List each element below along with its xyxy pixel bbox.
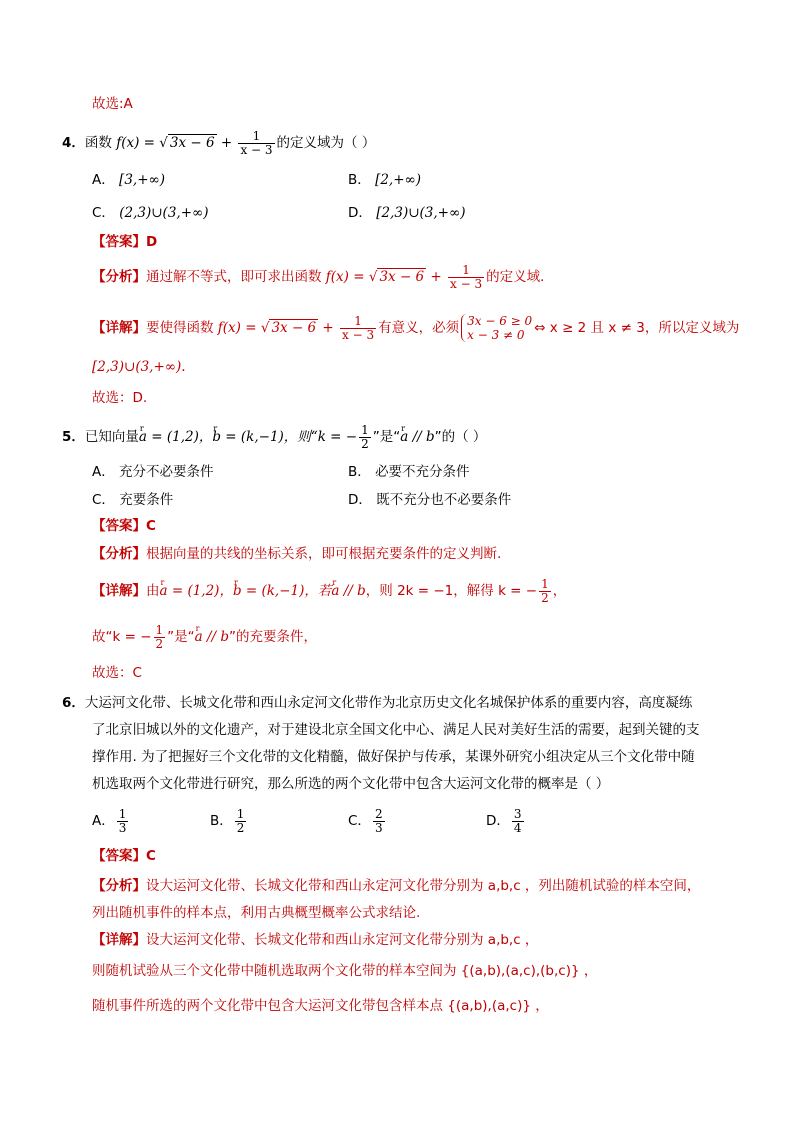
- q4-conclusion: 故选：D.: [92, 390, 148, 406]
- q6-option-b: B． $\frac{1}{2}$: [210, 806, 245, 835]
- q4-stem-suffix: 的定义域为（ ）: [276, 135, 376, 151]
- q6-stem-line4: 机选取两个文化带进行研究，那么所选的两个文化带中包含大运河文化带的概率是（ ）: [92, 776, 610, 792]
- q4-fraction: $\frac{1}{x - 3}$: [240, 128, 273, 157]
- q5-option-d: D． 既不充分也不必要条件: [348, 492, 512, 508]
- q5-stem: 5．已知向量r a = (1,2)，r b = (k,−1)，则“k = − $\frac{1}{2}$ ”是“r a // b”的（ ）: [62, 420, 486, 454]
- q5-answer: 【答案】C: [92, 518, 156, 534]
- q5-therefore: 故“k = − $\frac{1}{2}$ ”是“r a // b”的充要条件，: [92, 620, 317, 654]
- q6-stem-line1: 6．大运河文化带、长城文化带和西山永定河文化带作为北京历史文化名城保护体系的重要内容，高度凝练: [62, 695, 693, 711]
- q4-inequality-system: 3x − 6 ≥ 0 x − 3 ≠ 0: [461, 314, 532, 342]
- q5-option-c: C． 充要条件: [92, 492, 174, 508]
- q4-stem: 4．函数 f(x) = √ 3x − 6 + $\frac{1}{x - 3}$ 的定义域为（ ）: [62, 128, 376, 157]
- q5-option-a: A． 充分不必要条件: [92, 464, 214, 480]
- q6-option-d: D． $\frac{3}{4}$: [486, 806, 522, 835]
- q6-stem-line2: 了北京旧城以外的文化遗产，对于建设北京全国文化中心、满足人民对美好生活的需要，起到关键的支: [92, 722, 700, 738]
- q4-detail-result: [2,3)∪(3,+∞).: [92, 359, 186, 375]
- q6-option-a: A． $\frac{1}{3}$: [92, 806, 127, 835]
- q6-analysis-line1: 【分析】设大运河文化带、长城文化带和西山永定河文化带分别为 a,b,c ，列出随机试验的样本空间，: [92, 878, 701, 894]
- q4-stem-prefix: 函数: [84, 135, 112, 151]
- q5-vector-b: r b = (k,−1)，则“: [212, 420, 317, 454]
- q4-sqrt: √ 3x − 6: [159, 135, 215, 151]
- q5-conclusion: 故选：C: [92, 665, 142, 681]
- q6-detail-line2: 则随机试验从三个文化带中随机选取两个文化带的样本空间为 {(a,b),(a,c),(b,c)} ，: [92, 963, 598, 979]
- q6-detail-line3: 随机事件所选的两个文化带中包含大运河文化带包含样本点 {(a,b),(a,c)} ，: [92, 998, 549, 1014]
- q5-analysis: 【分析】根据向量的共线的坐标关系，即可根据充要条件的定义判断.: [92, 546, 502, 562]
- q4-option-c: C． (2,3)∪(3,+∞): [92, 205, 209, 221]
- q5-detail: 【详解】由r a = (1,2)，r b = (k,−1)，若r a // b，则 2k = −1，解得 k = − $\frac{1}{2}$ ，: [92, 574, 566, 608]
- q6-detail-line1: 【详解】设大运河文化带、长城文化带和西山永定河文化带分别为 a,b,c ，: [92, 932, 539, 948]
- q4-option-b: B． [2,+∞): [348, 172, 422, 188]
- q5-option-b: B． 必要不充分条件: [348, 464, 470, 480]
- q4-analysis: 【分析】通过解不等式，即可求出函数 f(x) = √ 3x − 6 + $\frac{1}{x - 3}$ 的定义域.: [92, 262, 545, 291]
- q4-detail: 【详解】要使得函数 f(x) = √ 3x − 6 + $\frac{1}{x - 3}$ 有意义，必须 3x − 6 ≥ 0 x − 3 ≠ 0 ⇔ x ≥ 2 且 x ≠ 3，所以定义域为: [92, 313, 740, 342]
- q4-answer: 【答案】D: [92, 234, 158, 250]
- q6-answer: 【答案】C: [92, 848, 156, 864]
- q6-analysis-line2: 列出随机事件的样本点，利用古典概型概率公式求结论.: [92, 905, 421, 921]
- q4-option-a: A． [3,+∞): [92, 172, 166, 188]
- q6-option-c: C． $\frac{2}{3}$: [348, 806, 383, 835]
- q3-conclusion: 故选:A: [92, 96, 133, 112]
- q5-vector-a: r a = (1,2)，: [139, 420, 212, 454]
- q4-number: 4．: [62, 135, 85, 151]
- q4-option-d: D． [2,3)∪(3,+∞): [348, 205, 466, 221]
- q6-stem-line3: 撑作用. 为了把握好三个文化带的文化精髓，做好保护与传承，某课外研究小组决定从三个文化带中随: [92, 749, 695, 765]
- q4-func: f(x) =: [116, 135, 160, 151]
